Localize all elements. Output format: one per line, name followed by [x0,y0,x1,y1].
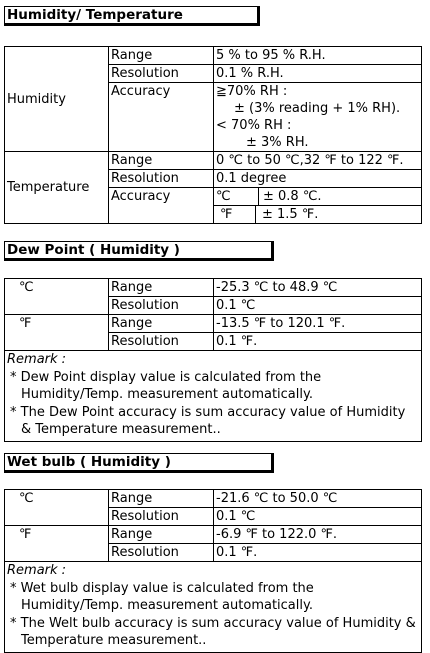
wet-c-resolution-value: 0.1 ℃ [214,508,422,526]
dew-f-resolution-label: Resolution [109,333,214,351]
wet-f-unit: ℉ [5,526,109,562]
wet-f-resolution-label: Resolution [109,544,214,562]
dew-c-range-label: Range [109,279,214,297]
dew-c-range-value: -25.3 ℃ to 48.9 ℃ [214,279,422,297]
humidity-resolution-value: 0.1 % R.H. [214,65,422,83]
wet-c-range-label: Range [109,490,214,508]
temperature-resolution-label: Resolution [109,170,214,188]
dew-remark-title: Remark : [7,352,67,367]
wet-c-unit: ℃ [5,490,109,526]
humidity-temperature-heading: Humidity/ Temperature [4,6,260,26]
dew-c-resolution-label: Resolution [109,297,214,315]
wet-remark-item: * The Welt bulb accuracy is sum accuracy value of Humidity & Temperature measurement.. [10,615,416,648]
humidity-accuracy-label: Accuracy [109,83,214,152]
dew-remark-item: * The Dew Point accuracy is sum accuracy value of Humidity & Temperature measurement.. [10,404,406,437]
dew-f-range-value: -13.5 ℉ to 120.1 ℉. [214,315,422,333]
temperature-accuracy-c-row [214,188,422,206]
temperature-accuracy-c-value: ± 0.8 ℃. [263,189,322,204]
humidity-range-value: 5 % to 95 % R.H. [214,47,422,65]
dew-c-unit: ℃ [5,279,109,315]
temperature-label: Temperature [5,152,109,224]
humidity-label: Humidity [5,47,109,152]
wet-remark [5,562,422,653]
humidity-accuracy-line: ≧70% RH : [216,84,288,99]
temperature-accuracy-f-unit: ℉ [214,206,256,223]
wet-f-range-label: Range [109,526,214,544]
wet-c-resolution-label: Resolution [109,508,214,526]
dew-c-resolution-value: 0.1 ℃ [214,297,422,315]
humidity-temperature-table [4,46,422,224]
dew-point-heading: Dew Point ( Humidity ) [4,241,274,261]
wet-bulb-table [4,489,422,653]
wet-c-range-value: -21.6 ℃ to 50.0 ℃ [214,490,422,508]
temperature-accuracy-label: Accuracy [109,188,214,224]
dew-f-resolution-value: 0.1 ℉. [214,333,422,351]
dew-remark [5,351,422,442]
humidity-range-label: Range [109,47,214,65]
humidity-accuracy-line: ± (3% reading + 1% RH). [234,101,401,116]
temperature-accuracy-f-value: ± 1.5 ℉. [262,207,319,222]
humidity-accuracy-line: < 70% RH : [216,118,292,133]
temperature-accuracy-c-unit: ℃ [214,188,259,205]
wet-f-resolution-value: 0.1 ℉. [214,544,422,562]
temperature-range-label: Range [109,152,214,170]
temperature-range-value: 0 ℃ to 50 ℃,32 ℉ to 122 ℉. [214,152,422,170]
temperature-accuracy-f-row [214,206,422,224]
dew-point-table [4,278,422,442]
dew-f-range-label: Range [109,315,214,333]
wet-remark-item: * Wet bulb display value is calculated from the Humidity/Temp. measurement automatically. [10,580,314,613]
dew-remark-item: * Dew Point display value is calculated from the Humidity/Temp. measurement automatically. [10,369,322,402]
wet-f-range-value: -6.9 ℉ to 122.0 ℉. [214,526,422,544]
wet-bulb-heading: Wet bulb ( Humidity ) [4,453,274,473]
dew-f-unit: ℉ [5,315,109,351]
temperature-resolution-value: 0.1 degree [214,170,422,188]
humidity-accuracy-line: ± 3% RH. [246,135,309,150]
humidity-resolution-label: Resolution [109,65,214,83]
wet-remark-title: Remark : [7,563,67,578]
humidity-accuracy-value [214,83,422,152]
